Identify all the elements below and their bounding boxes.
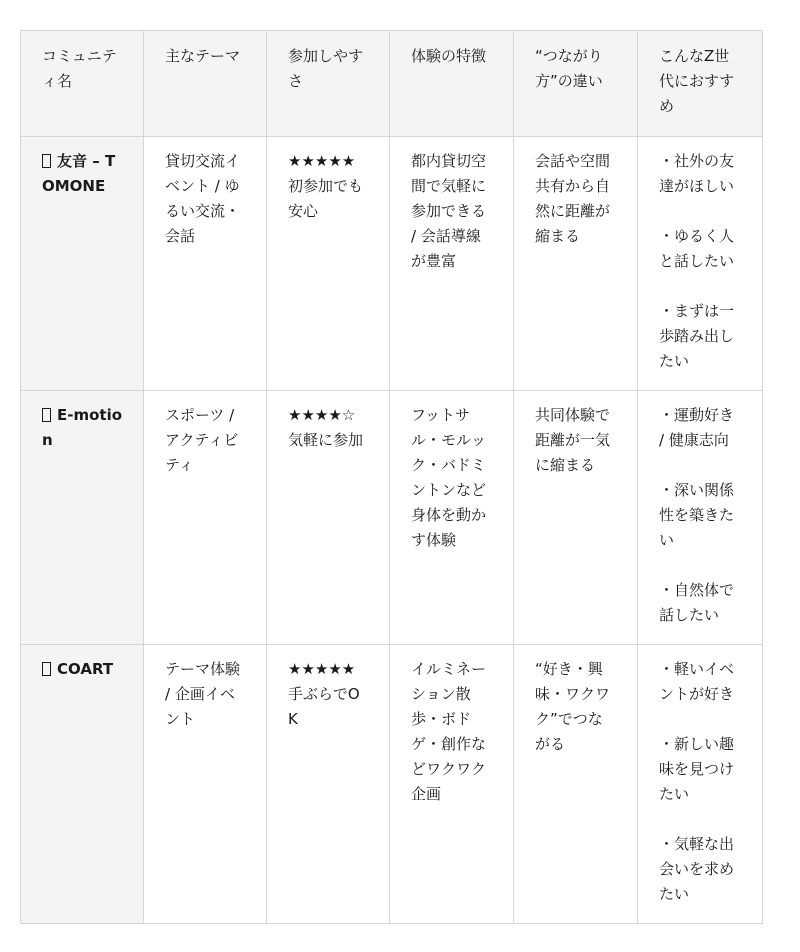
recommend-cell — [638, 137, 763, 391]
ease-cell — [267, 137, 390, 391]
header-community-name: コミュニティ名 — [21, 31, 144, 137]
community-name-cell — [21, 391, 144, 645]
header-main-theme: 主なテーマ — [144, 31, 267, 137]
experience-cell: イルミネーション散歩・ボドゲ・創作などワクワク企画 — [390, 645, 514, 924]
placeholder-glyph-icon — [42, 154, 51, 168]
recommend-item: ・まずは一歩踏み出したい — [659, 302, 735, 370]
star-rating: ★★★★★ — [288, 660, 356, 678]
connection-cell: 共同体験で距離が一気に縮まる — [514, 391, 638, 645]
recommend-item: ・新しい趣味を見つけたい — [659, 735, 735, 803]
community-name: COART — [57, 660, 114, 678]
ease-cell — [267, 391, 390, 645]
star-rating: ★★★★☆ — [288, 406, 356, 424]
header-recommended-for: こんなZ世代におすすめ — [638, 31, 763, 137]
recommend-item: ・気軽な出会いを求めたい — [659, 835, 735, 903]
table-row — [21, 645, 763, 924]
community-name: 友音 – TOMONE — [42, 152, 116, 195]
table-row — [21, 391, 763, 645]
community-name-cell — [21, 645, 144, 924]
community-name-cell — [21, 137, 144, 391]
experience-cell: 都内貸切空間で気軽に参加できる / 会話導線が豊富 — [390, 137, 514, 391]
community-name: E-motion — [42, 406, 123, 449]
header-ease-of-joining: 参加しやすさ — [267, 31, 390, 137]
ease-text: 気軽に参加 — [288, 431, 364, 449]
experience-cell: フットサル・モルック・バドミントンなど身体を動かす体験 — [390, 391, 514, 645]
table-row — [21, 137, 763, 391]
header-connection-style: “つながり方”の違い — [514, 31, 638, 137]
table-header-row — [21, 31, 763, 137]
star-rating: ★★★★★ — [288, 152, 356, 170]
ease-text: 手ぶらでOK — [288, 685, 360, 728]
comparison-table-container — [20, 30, 762, 924]
header-experience-features: 体験の特徴 — [390, 31, 514, 137]
recommend-item: ・深い関係性を築きたい — [659, 481, 735, 549]
placeholder-glyph-icon — [42, 408, 51, 422]
recommend-item: ・自然体で話したい — [659, 581, 735, 624]
theme-cell: スポーツ / アクティビティ — [144, 391, 267, 645]
recommend-item: ・運動好き / 健康志向 — [659, 406, 735, 449]
recommend-cell — [638, 391, 763, 645]
community-comparison-table — [20, 30, 763, 924]
theme-cell: テーマ体験 / 企画イベント — [144, 645, 267, 924]
theme-cell: 貸切交流イベント / ゆるい交流・会話 — [144, 137, 267, 391]
ease-text: 初参加でも安心 — [288, 177, 364, 220]
placeholder-glyph-icon — [42, 662, 51, 676]
recommend-item: ・ゆるく人と話したい — [659, 227, 735, 270]
ease-cell — [267, 645, 390, 924]
connection-cell: “好き・興味・ワクワク”でつながる — [514, 645, 638, 924]
recommend-item: ・軽いイベントが好き — [659, 660, 735, 703]
connection-cell: 会話や空間共有から自然に距離が縮まる — [514, 137, 638, 391]
recommend-cell — [638, 645, 763, 924]
recommend-item: ・社外の友達がほしい — [659, 152, 735, 195]
